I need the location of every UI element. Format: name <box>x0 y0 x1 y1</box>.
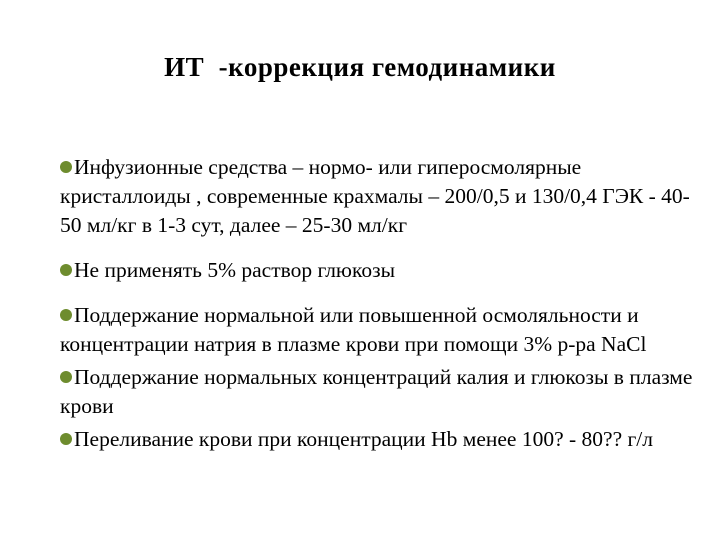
bullet-dot-icon <box>60 371 72 383</box>
list-item <box>60 153 700 240</box>
list-item-text: Инфузионные средства – нормо- или гиперосмолярные кристаллоиды , современные крахмалы – 200/0,5 и 130/0,4 ГЭК - 40-50 мл/кг в 1-3 сут, далее – 25-30 мл/кг <box>60 155 690 237</box>
list-item-text: Поддержание нормальных концентраций калия и глюкозы в плазме крови <box>60 365 693 418</box>
list-item-text: Не применять 5% раствор глюкозы <box>74 258 396 282</box>
bullet-dot-icon <box>60 309 72 321</box>
slide-title: ИТ -коррекция гемодинамики <box>164 52 556 82</box>
list-item <box>60 256 700 285</box>
list-item-text: Поддержание нормальной или повышенной осмоляльности и концентрации натрия в плазме крови при помощи 3% р-ра NaCl <box>60 303 647 356</box>
list-item <box>60 301 700 359</box>
list-item-text: Переливание крови при концентрации Hb менее 100? - 80?? г/л <box>74 427 654 451</box>
list-item <box>60 363 700 421</box>
bullet-dot-icon <box>60 433 72 445</box>
bullet-dot-icon <box>60 161 72 173</box>
bullet-dot-icon <box>60 264 72 276</box>
list-item <box>60 425 700 454</box>
bullet-list <box>60 153 700 454</box>
